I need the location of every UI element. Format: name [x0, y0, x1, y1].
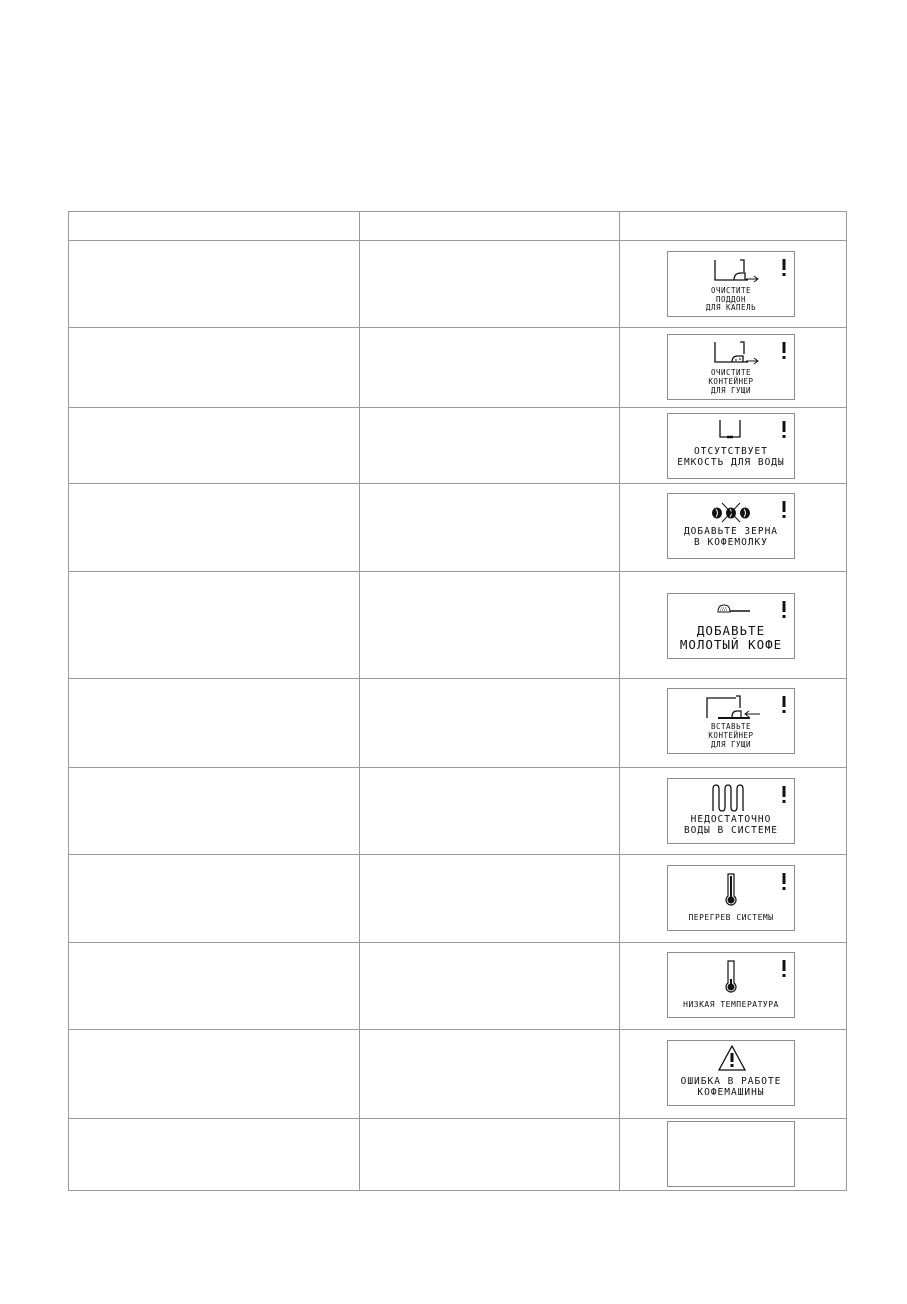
action-cell: [360, 1030, 620, 1118]
lcd-message-text: ПЕРЕГРЕВ СИСТЕМЫ: [688, 912, 774, 922]
table-row: [69, 1118, 847, 1190]
message-cell: [69, 1118, 360, 1190]
message-cell: [69, 854, 360, 942]
lcd-display-blank: [667, 1121, 795, 1187]
exclamation-icon: [781, 421, 787, 439]
exclamation-icon: [781, 501, 787, 519]
message-cell: [69, 407, 360, 483]
table-header-row: [69, 212, 847, 241]
lcd-display: [667, 865, 795, 931]
message-cell: [69, 679, 360, 767]
lcd-display: [667, 413, 795, 479]
action-cell: [360, 679, 620, 767]
lcd-message-text: ДОБАВЬТЕ МОЛОТЫЙ КОФЕ: [679, 623, 783, 653]
lcd-message-text: ДОБАВЬТЕ ЗЕРНА В КОФЕМОЛКУ: [683, 525, 779, 548]
lcd-message-text: НЕДОСТАТОЧНО ВОДЫ В СИСТЕМЕ: [683, 813, 779, 836]
table-row: [69, 407, 847, 483]
lcd-message-text: ОЧИСТИТЕ КОНТЕЙНЕР ДЛЯ ГУЩИ: [708, 368, 754, 395]
lcd-message-text: ОШИБКА В РАБОТЕ КОФЕМАШИНЫ: [680, 1076, 782, 1099]
lcd-message-text: ОТСУТСТВУЕТ ЕМКОСТЬ ДЛЯ ВОДЫ: [677, 445, 785, 468]
header-cell-action: [360, 212, 620, 241]
display-cell: [620, 767, 847, 854]
action-cell: [360, 407, 620, 483]
thermometer-low-icon: [724, 959, 738, 993]
action-cell: [360, 572, 620, 679]
table-row: [69, 679, 847, 767]
display-cell: [620, 572, 847, 679]
exclamation-icon: [781, 601, 787, 619]
action-cell: [360, 328, 620, 407]
action-cell: [360, 483, 620, 571]
lcd-display: [667, 493, 795, 559]
message-cell: [69, 328, 360, 407]
action-cell: [360, 767, 620, 854]
action-cell: [360, 943, 620, 1030]
coffee-beans-crossed-icon: [708, 501, 754, 523]
exclamation-icon: [781, 960, 787, 978]
measuring-spoon-icon: [716, 602, 752, 616]
header-cell-display: [620, 212, 847, 241]
lcd-display: [667, 778, 795, 844]
lcd-display: [667, 251, 795, 317]
water-coil-icon: [710, 783, 750, 813]
warning-triangle-icon: [717, 1044, 747, 1072]
message-cell: [69, 572, 360, 679]
table-row: [69, 328, 847, 407]
lcd-message-text: ВСТАВЬТЕ КОНТЕЙНЕР ДЛЯ ГУЩИ: [708, 722, 754, 749]
exclamation-icon: [781, 259, 787, 277]
exclamation-icon: [781, 786, 787, 804]
table-row: [69, 854, 847, 942]
lcd-display: [667, 334, 795, 400]
action-cell: [360, 241, 620, 328]
message-cell: [69, 483, 360, 571]
display-cell: [620, 328, 847, 407]
display-cell: [620, 241, 847, 328]
grounds-container-insert-icon: [704, 694, 760, 722]
lcd-message-text: ОЧИСТИТЕ ПОДДОН ДЛЯ КАПЕЛЬ: [705, 286, 757, 313]
table-row: [69, 483, 847, 571]
table-row: [69, 943, 847, 1030]
display-cell: [620, 1030, 847, 1118]
thermometer-hot-icon: [724, 872, 738, 906]
display-cell: [620, 854, 847, 942]
display-cell: [620, 1118, 847, 1190]
table-row: [69, 1030, 847, 1118]
water-tank-icon: [718, 419, 744, 441]
action-cell: [360, 1118, 620, 1190]
exclamation-icon: [781, 342, 787, 360]
display-cell: [620, 679, 847, 767]
lcd-display: [667, 593, 795, 659]
message-cell: [69, 943, 360, 1030]
display-cell: [620, 483, 847, 571]
grounds-container-remove-icon: [712, 340, 762, 366]
message-cell: [69, 1030, 360, 1118]
action-cell: [360, 854, 620, 942]
exclamation-icon: [781, 696, 787, 714]
message-cell: [69, 767, 360, 854]
messages-table: [68, 211, 847, 1191]
lcd-display: [667, 1040, 795, 1106]
lcd-message-text: НИЗКАЯ ТЕМПЕРАТУРА: [683, 1000, 779, 1010]
lcd-display: [667, 952, 795, 1018]
display-cell: [620, 943, 847, 1030]
table-row: [69, 241, 847, 328]
message-cell: [69, 241, 360, 328]
lcd-display: [667, 688, 795, 754]
exclamation-icon: [781, 873, 787, 891]
drip-tray-icon: [712, 258, 762, 284]
table-row: [69, 572, 847, 679]
header-cell-message: [69, 212, 360, 241]
table-row: [69, 767, 847, 854]
display-cell: [620, 407, 847, 483]
